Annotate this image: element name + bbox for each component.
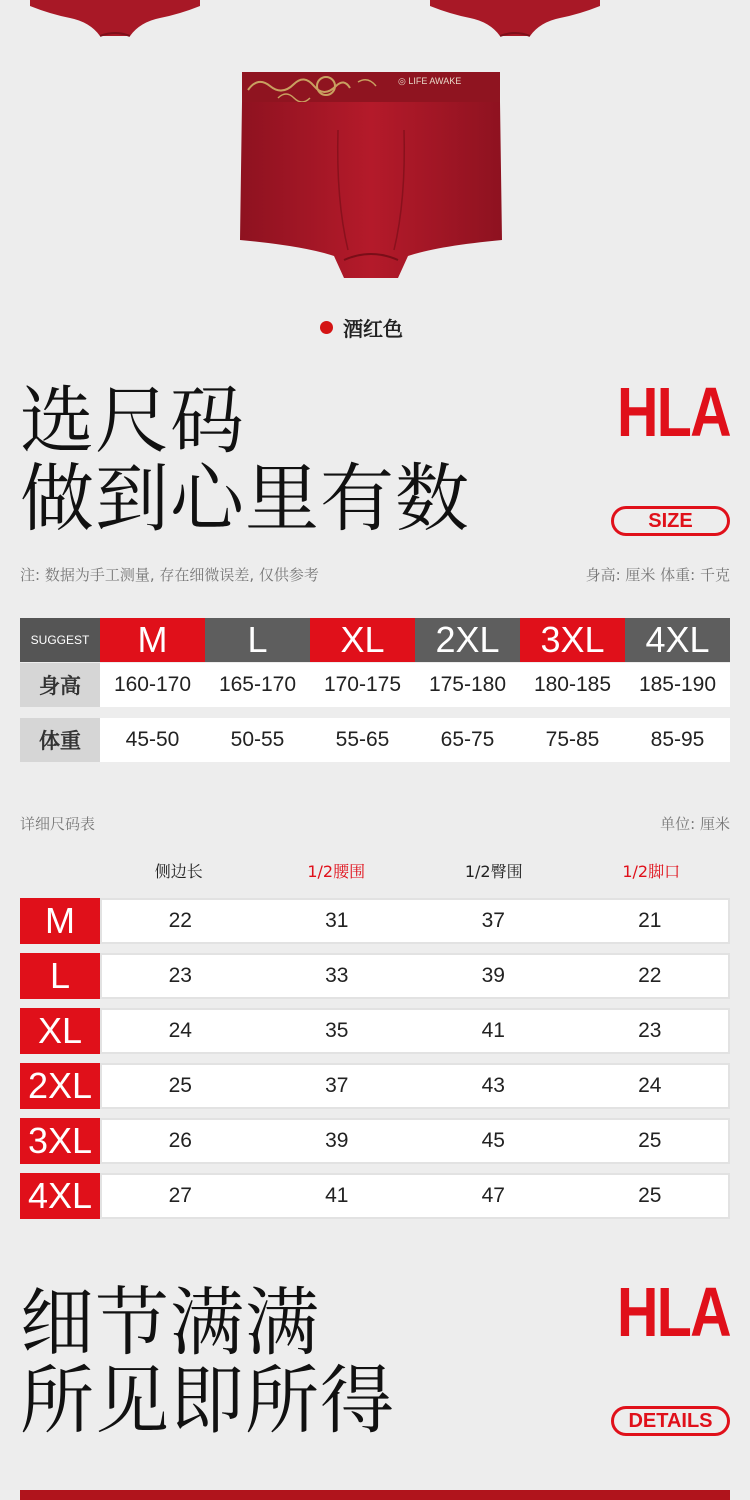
unit-note: 身高: 厘米 体重: 千克	[585, 566, 730, 584]
size-title-line2: 做到心里有数	[20, 456, 470, 542]
details-title-line2: 所见即所得	[20, 1358, 395, 1444]
table-cell: 39	[481, 964, 505, 987]
detail-table-title: 详细尺码表	[20, 815, 96, 833]
details-title-line1: 细节满满	[20, 1280, 320, 1366]
table-cell: 43	[481, 1074, 505, 1097]
details-badge: DETAILS	[611, 1406, 730, 1436]
table-cell: 31	[325, 909, 349, 932]
detail-image-preview	[20, 1490, 730, 1500]
weight-value: 45-50	[100, 718, 205, 762]
size-header-cell: 4XL	[625, 618, 730, 662]
height-value: 180-185	[520, 663, 625, 707]
table-cell: 22	[638, 964, 662, 987]
table-cell: 39	[325, 1129, 349, 1152]
column-header: 1/2脚口	[622, 862, 681, 881]
weight-value: 85-95	[625, 718, 730, 762]
column-header: 1/2腰围	[307, 862, 366, 881]
height-value: 185-190	[625, 663, 730, 707]
suggest-header: SUGGEST	[20, 618, 100, 662]
weight-value: 55-65	[310, 718, 415, 762]
height-row	[20, 663, 730, 707]
detail-table-unit: 单位: 厘米	[660, 815, 730, 833]
measurement-note: 注: 数据为手工测量, 存在细微误差, 仅供参考	[20, 566, 319, 584]
size-badge: SIZE	[611, 506, 730, 536]
table-cell: 37	[481, 909, 505, 932]
color-dot-icon	[320, 321, 333, 334]
height-value: 175-180	[415, 663, 520, 707]
size-header-cell: M	[100, 618, 205, 662]
size-header-cell: L	[205, 618, 310, 662]
table-cell: 23	[638, 1019, 662, 1042]
table-cell: 23	[168, 964, 192, 987]
brand-logo-2: HLA	[616, 1273, 730, 1351]
table-cell: 21	[638, 909, 662, 932]
table-cell: 47	[481, 1184, 505, 1207]
product-image-wine-red-briefs	[238, 70, 504, 282]
product-image-top-right	[430, 0, 600, 38]
size-label: 3XL	[20, 1118, 100, 1164]
table-row	[20, 1008, 730, 1054]
column-header: 侧边长	[154, 862, 203, 881]
table-cell: 33	[325, 964, 349, 987]
table-cell: 24	[168, 1019, 192, 1042]
weight-value: 50-55	[205, 718, 310, 762]
table-cell: 27	[168, 1184, 192, 1207]
column-header: 1/2臀围	[464, 862, 523, 881]
table-cell: 24	[638, 1074, 662, 1097]
color-name: 酒红色	[343, 316, 403, 341]
height-label: 身高	[20, 663, 100, 707]
detail-size-table	[20, 898, 730, 1228]
weight-value: 75-85	[520, 718, 625, 762]
detail-table-header	[100, 858, 730, 886]
table-row	[20, 1173, 730, 1219]
table-cell: 37	[325, 1074, 349, 1097]
table-row	[20, 1063, 730, 1109]
weight-value: 65-75	[415, 718, 520, 762]
size-label: M	[20, 898, 100, 944]
table-row	[20, 953, 730, 999]
table-cell: 22	[168, 909, 192, 932]
table-cell: 41	[325, 1184, 349, 1207]
size-label: L	[20, 953, 100, 999]
size-label: 4XL	[20, 1173, 100, 1219]
size-header-cell: 2XL	[415, 618, 520, 662]
height-value: 160-170	[100, 663, 205, 707]
table-cell: 25	[638, 1184, 662, 1207]
size-title-line1: 选尺码	[20, 378, 245, 464]
size-label: XL	[20, 1008, 100, 1054]
table-row	[20, 1118, 730, 1164]
table-cell: 45	[481, 1129, 505, 1152]
table-cell: 25	[168, 1074, 192, 1097]
table-row	[20, 898, 730, 944]
brand-logo: HLA	[616, 373, 730, 451]
table-cell: 26	[168, 1129, 192, 1152]
table-cell: 35	[325, 1019, 349, 1042]
size-suggestion-table	[20, 618, 730, 762]
svg-text:◎ LIFE AWAKE: ◎ LIFE AWAKE	[398, 76, 462, 86]
weight-label: 体重	[20, 718, 100, 762]
product-image-top-left	[30, 0, 200, 38]
product-color-label	[320, 312, 403, 342]
table-cell: 25	[638, 1129, 662, 1152]
weight-row	[20, 718, 730, 762]
size-header-cell: XL	[310, 618, 415, 662]
size-header-cell: 3XL	[520, 618, 625, 662]
height-value: 170-175	[310, 663, 415, 707]
size-header-row	[20, 618, 730, 662]
height-value: 165-170	[205, 663, 310, 707]
table-cell: 41	[481, 1019, 505, 1042]
size-label: 2XL	[20, 1063, 100, 1109]
